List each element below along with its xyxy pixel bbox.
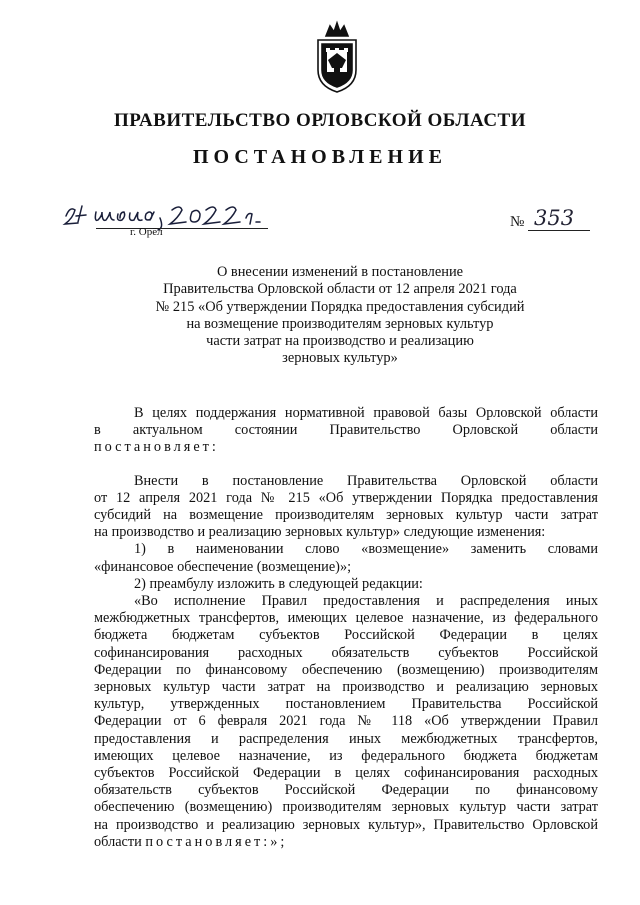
city-label: г. Орёл <box>130 226 163 238</box>
subject-block <box>140 264 540 368</box>
quote-last-line <box>94 834 598 851</box>
quote-line: межбюджетных трансфертов, имеющих целевое назначение, из федерального <box>94 610 598 627</box>
quote-line: бюджета бюджетам субъектов Российской Федерации в целях <box>94 627 598 644</box>
number-underline <box>528 230 590 231</box>
document-body <box>94 405 598 851</box>
decree-line: от 12 апреля 2021 года № 215 «Об утверждении Порядка предоставления <box>94 489 598 506</box>
quote-line: софинансирования расходных обязательств субъектов Российской <box>94 644 598 661</box>
subject-line: № 215 «Об утверждении Порядка предоставления субсидий <box>155 298 525 315</box>
quote-line: Федерации от 6 февраля 2021 года № 118 «Об утверждении Правил <box>94 713 598 730</box>
subject-line: О внесении изменений в постановление <box>216 264 464 280</box>
subject-line: части затрат на производство и реализацию <box>206 333 474 350</box>
subject-line: зерновых культур» <box>282 350 398 367</box>
item-1-line: 1) в наименовании слово «возмещение» заменить словами <box>134 541 598 558</box>
document-number: 353 <box>534 206 575 230</box>
item-1-line: «финансовое обеспечение (возмещение)»; <box>94 558 352 575</box>
subject-line: Правительства Орловской области от 12 апреля 2021 года <box>163 281 517 298</box>
item-2-line: 2) преамбулу изложить в следующей редакции: <box>134 575 423 592</box>
number-label: № <box>510 214 525 230</box>
quote-line: субъектов Российской Федерации в целях софинансирования расходных <box>94 765 598 782</box>
date-underline <box>96 228 268 229</box>
quote-line: имеющих целевое назначение, из федерального бюджета бюджетам <box>94 747 598 764</box>
quote-line: обеспечению (возмещению) производителям зерновых культур части затрат <box>94 799 598 816</box>
decree-line: на производство и реализацию зерновых культур» следующие изменения: <box>94 524 546 541</box>
quote-line: на производство и реализацию зерновых культур», Правительство Орловской <box>94 816 598 833</box>
coat-of-arms-emblem <box>310 20 364 94</box>
preamble-line: в актуальном состоянии Правительство Орловской области <box>94 422 598 439</box>
subject-line: на возмещение производителям зерновых культур <box>186 315 494 332</box>
quote-line: зерновых культур части затрат на производство и реализацию зерновых <box>94 679 598 696</box>
quote-line: «Во исполнение Правил предоставления и распределения иных <box>134 593 598 610</box>
quote-last-prefix: области <box>94 833 146 850</box>
quote-line: Федерации по финансовому обеспечению (возмещению) производителям <box>94 661 598 678</box>
handwritten-date <box>60 198 300 232</box>
quote-line: предоставления и распределения иных межбюджетных трансфертов, <box>94 730 598 747</box>
government-title: ПРАВИТЕЛЬСТВО ОРЛОВСКОЙ ОБЛАСТИ <box>113 110 526 131</box>
quote-line: обязательств субъектов Российской Федерации по финансовому <box>94 782 598 799</box>
quote-line: культур, утвержденных постановлением Правительства Российской <box>94 696 598 713</box>
preamble-line: постановляет: <box>94 439 219 456</box>
document-type-title: ПОСТАНОВЛЕНИЕ <box>193 146 447 168</box>
quote-last-spaced: постановляет:»; <box>145 833 288 850</box>
decree-line: Внести в постановление Правительства Орловской области <box>134 472 598 489</box>
preamble-line: В целях поддержания нормативной правовой базы Орловской области <box>134 405 598 421</box>
decree-line: субсидий на возмещение производителям зерновых культур части затрат <box>94 507 598 524</box>
